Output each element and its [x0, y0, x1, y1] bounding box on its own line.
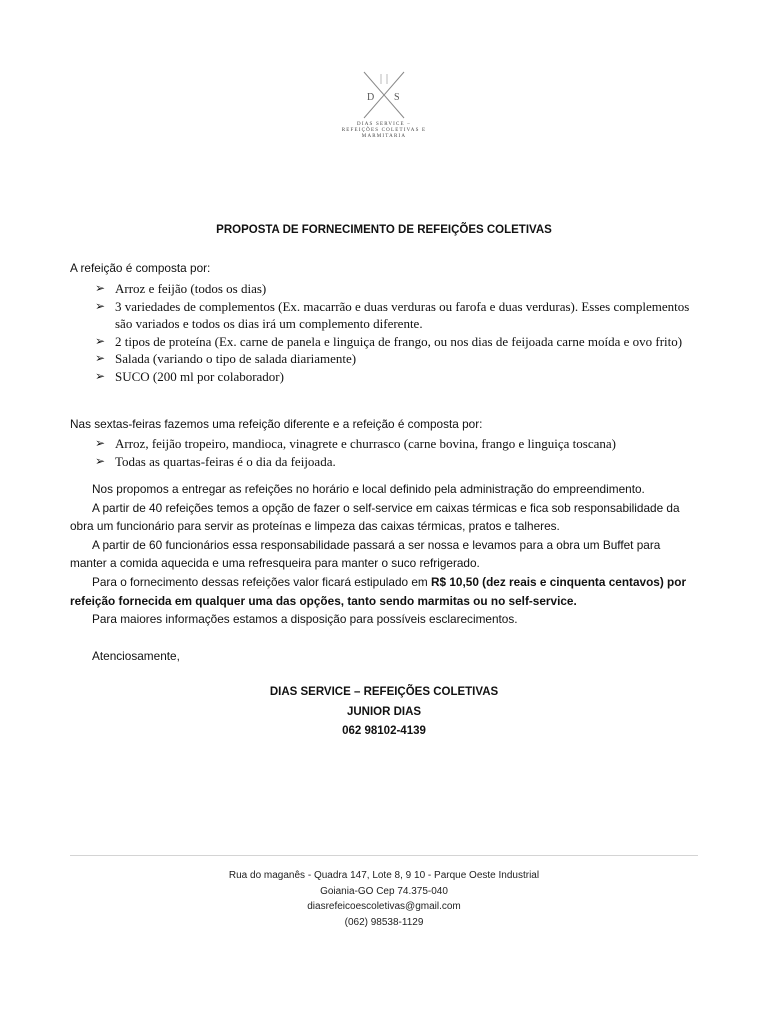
arrow-bullet-icon: ➢ [95, 436, 106, 450]
list-item: ➢ Arroz, feijão tropeiro, mandioca, vinagrete e churrasco (carne bovina, frango e linguiça toscana) [95, 436, 616, 451]
signature-phone: 062 98102-4139 [342, 725, 426, 737]
logo-cross-mark [334, 70, 434, 122]
list-item: ➢ SUCO (200 ml por colaborador) [95, 368, 284, 384]
company-logo [334, 70, 434, 148]
arrow-bullet-icon: ➢ [95, 368, 106, 383]
friday-items-list [95, 435, 705, 470]
proposal-body [70, 480, 700, 629]
arrow-bullet-icon: ➢ [95, 333, 106, 348]
signature-block [0, 683, 768, 742]
list-item: ➢ 2 tipos de proteína (Ex. carne de panela e linguiça de frango, ou nos dias de feijoada carne moída e ovo frito) [95, 333, 683, 349]
friday-intro-text: Nas sextas-feiras fazemos uma refeição diferente e a refeição é composta por: [70, 417, 483, 431]
footer-phone: (062) 98538-1129 [344, 916, 424, 928]
footer-city: Goiania-GO Cep 74.375-040 [320, 885, 448, 897]
footer-address: Rua do maganês - Quadra 147, Lote 8, 9 10 - Parque Oeste Industrial [228, 870, 540, 881]
paragraph: Para maiores informações estamos a disposição para possíveis esclarecimentos. [92, 612, 518, 627]
list-item: ➢ Salada (variando o tipo de salada diariamente) [95, 351, 357, 367]
footer [0, 868, 768, 930]
signature-company: DIAS SERVICE – REFEIÇÕES COLETIVAS [269, 686, 499, 698]
intro-text: A refeição é composta por: [70, 261, 211, 275]
document-title: PROPOSTA DE FORNECIMENTO DE REFEIÇÕES COLETIVAS [216, 224, 552, 236]
arrow-bullet-icon: ➢ [95, 453, 106, 468]
logo-initial-s: S [394, 92, 400, 103]
list-item: ➢ Arroz e feijão (todos os dias) [95, 281, 267, 296]
list-item: ➢ Todas as quartas-feiras é o dia da feijoada. [95, 453, 336, 469]
signature-name: JUNIOR DIAS [346, 705, 422, 718]
paragraph: A partir de 40 refeições temos a opção de fazer o self-service em caixas térmicas e fica sob responsabilidade da obra um funcionário para servir as proteínas e limpeza das caixas térmicas, pratos e talheres. [70, 500, 680, 534]
price-statement: R$ 10,50 (dez reais e cinquenta centavos) por refeição fornecida em qualquer uma das opções, tanto sendo marmitas ou no self-service. [70, 574, 687, 608]
logo-wordmark: DIAS SERVICE – REFEIÇÕES COLETIVAS E MARMITARIA [341, 122, 427, 139]
paragraph: A partir de 60 funcionários essa responsabilidade passará a ser nossa e levamos para a obra um Buffet para manter a comida aquecida e uma refresqueira para manter o suco refrigerado. [70, 537, 661, 571]
list-item: ➢ 3 variedades de complementos (Ex. macarrão e duas verduras ou farofa e duas verduras). Esses complementos são variados e todos os dias irá um complemento diferente. [95, 298, 690, 332]
paragraph-price: Para o fornecimento dessas refeições valor ficará estipulado em R$ 10,50 (dez reais e cinquenta centavos) por refeição fornecida em qualquer uma das opções, tanto sendo marmitas ou no self-service. [70, 574, 687, 608]
meal-items-list [95, 280, 705, 386]
closing-text: Atenciosamente, [92, 649, 180, 663]
arrow-bullet-icon: ➢ [95, 351, 106, 366]
arrow-bullet-icon: ➢ [95, 298, 106, 313]
logo-initial-d: D [367, 92, 375, 103]
footer-email: diasrefeicoescoletivas@gmail.com [307, 901, 461, 912]
paragraph: Nos propomos a entregar as refeições no horário e local definido pela administração do empreendimento. [92, 482, 645, 496]
arrow-bullet-icon: ➢ [95, 281, 106, 295]
footer-divider [70, 855, 698, 856]
